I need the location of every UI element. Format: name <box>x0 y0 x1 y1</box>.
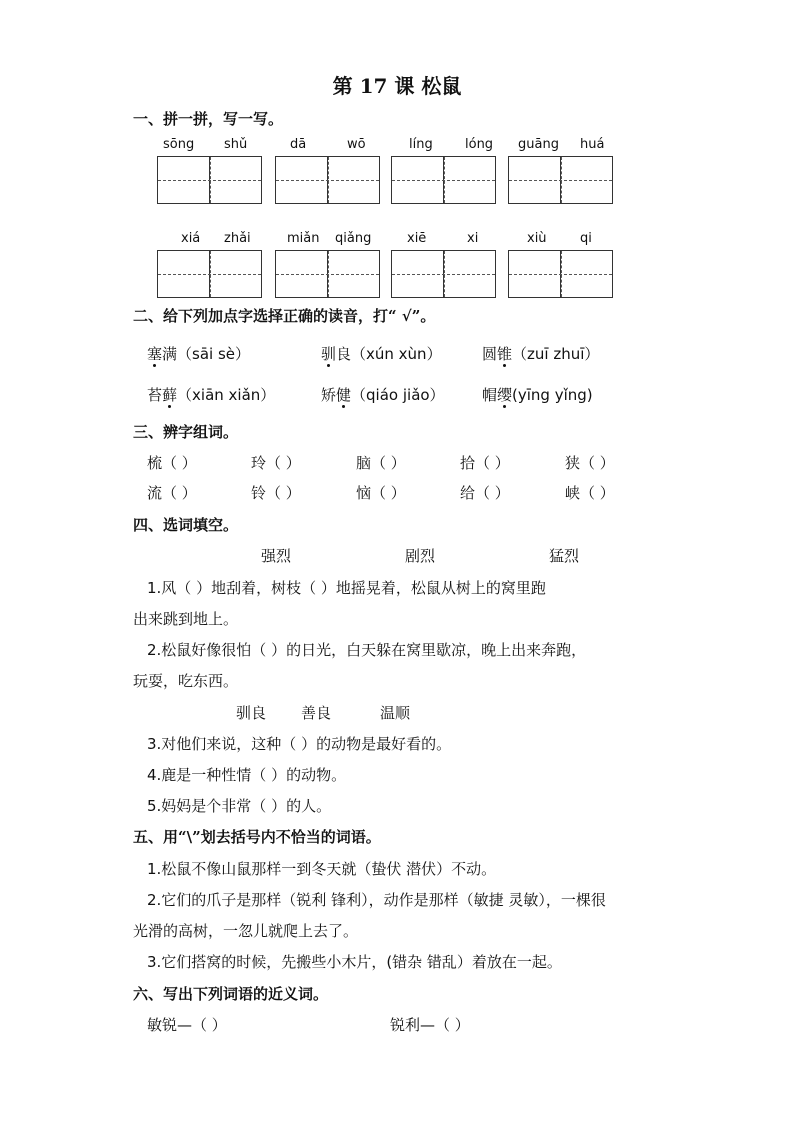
pinyin-label: xiē <box>407 231 427 246</box>
pinyin-label: lóng <box>465 137 494 152</box>
word-blank[interactable]: 狭（ ） <box>565 454 615 472</box>
option-word: 猛烈 <box>549 547 580 565</box>
section-6-heading: 六、写出下列词语的近义词。 <box>133 985 329 1003</box>
option-word: 温顺 <box>380 704 411 722</box>
reading-choice <box>147 343 250 364</box>
sentence-line[interactable]: 4.鹿是一种性情（ ）的动物。 <box>147 766 347 784</box>
text[interactable]: 良（xún xùn） <box>336 345 442 363</box>
sentence-line: 出来跳到地上。 <box>133 610 239 628</box>
writing-box[interactable] <box>157 156 262 204</box>
sentence-line[interactable]: 3.对他们来说，这种（ ）的动物是最好看的。 <box>147 735 452 753</box>
synonym-blank[interactable]: 锐利—（ ） <box>390 1016 470 1034</box>
dotted-char: 健 <box>336 386 352 404</box>
word-blank[interactable]: 玲（ ） <box>251 454 301 472</box>
option-word: 强烈 <box>261 547 292 565</box>
word-blank[interactable]: 恼（ ） <box>356 484 406 502</box>
text: 苔 <box>147 386 163 404</box>
writing-box[interactable] <box>157 250 262 298</box>
reading-choice <box>482 384 593 405</box>
reading-choice <box>321 343 442 364</box>
section-4-heading: 四、选词填空。 <box>133 516 239 534</box>
pinyin-label: shǔ <box>224 137 248 152</box>
sentence-line: 玩耍，吃东西。 <box>133 672 239 690</box>
pinyin-label: xiù <box>527 231 547 246</box>
text[interactable]: 满（sāi sè） <box>162 345 251 363</box>
sentence-line[interactable]: 3.它们搭窝的时候，先搬些小木片，(错杂 错乱）着放在一起。 <box>147 953 562 971</box>
text: 帽 <box>482 386 498 404</box>
pinyin-label: dā <box>290 137 307 152</box>
text[interactable]: (yīng yǐng) <box>512 386 593 404</box>
section-2-heading: 二、给下列加点字选择正确的读音，打“ √”。 <box>133 307 436 325</box>
word-blank[interactable]: 拾（ ） <box>460 454 510 472</box>
pinyin-label: guāng <box>518 137 559 152</box>
pinyin-label: qi <box>580 231 592 246</box>
reading-choice <box>482 343 599 364</box>
option-word: 驯良 <box>236 704 267 722</box>
writing-box[interactable] <box>275 250 380 298</box>
word-blank[interactable]: 峡（ ） <box>565 484 615 502</box>
writing-box[interactable] <box>508 156 613 204</box>
synonym-blank[interactable]: 敏锐—（ ） <box>147 1016 227 1034</box>
text: 圆 <box>482 345 498 363</box>
reading-choice <box>321 384 445 405</box>
option-word: 剧烈 <box>405 547 436 565</box>
writing-box[interactable] <box>275 156 380 204</box>
text: 矫 <box>321 386 337 404</box>
sentence-line[interactable]: 2.松鼠好像很怕（ ）的日光，白天躲在窝里歇凉，晚上出来奔跑， <box>147 641 587 659</box>
dotted-char: 塞 <box>147 345 163 363</box>
sentence-line[interactable]: 5.妈妈是个非常（ ）的人。 <box>147 797 332 815</box>
word-blank[interactable]: 铃（ ） <box>251 484 301 502</box>
word-blank[interactable]: 流（ ） <box>147 484 197 502</box>
pinyin-label: sōng <box>163 137 195 152</box>
text[interactable]: （xiān xiǎn） <box>177 386 276 404</box>
pinyin-label: wō <box>347 137 366 152</box>
writing-box[interactable] <box>508 250 613 298</box>
writing-box[interactable] <box>391 250 496 298</box>
pinyin-label: huá <box>580 137 605 152</box>
page-title: 第 17 课 松鼠 <box>332 74 462 98</box>
word-blank[interactable]: 脑（ ） <box>356 454 406 472</box>
pinyin-label: líng <box>409 137 433 152</box>
pinyin-label: zhǎi <box>224 231 251 246</box>
option-word: 善良 <box>301 704 332 722</box>
sentence-line[interactable]: 1.风（ ）地刮着，树枝（ ）地摇晃着，松鼠从树上的窝里跑 <box>147 579 546 597</box>
reading-choice <box>147 384 275 405</box>
section-1-heading: 一、拼一拼，写一写。 <box>133 110 284 128</box>
pinyin-label: xiá <box>181 231 201 246</box>
sentence-line: 光滑的高树，一忽儿就爬上去了。 <box>133 922 359 940</box>
dotted-char: 缨 <box>497 386 513 404</box>
word-blank[interactable]: 给（ ） <box>460 484 510 502</box>
dotted-char: 藓 <box>162 386 178 404</box>
pinyin-label: miǎn <box>287 231 320 246</box>
word-blank[interactable]: 梳（ ） <box>147 454 197 472</box>
text[interactable]: （zuī zhuī） <box>512 345 600 363</box>
pinyin-label: xi <box>467 231 479 246</box>
dotted-char: 驯 <box>321 345 337 363</box>
sentence-line[interactable]: 1.松鼠不像山鼠那样一到冬天就（蛰伏 潜伏）不动。 <box>147 860 497 878</box>
sentence-line[interactable]: 2.它们的爪子是那样（锐利 锋利），动作是那样（敏捷 灵敏），一棵很 <box>147 891 606 909</box>
section-3-heading: 三、辨字组词。 <box>133 423 239 441</box>
pinyin-label: qiǎng <box>335 231 372 246</box>
text[interactable]: （qiáo jiǎo） <box>351 386 445 404</box>
section-5-heading: 五、用“\”划去括号内不恰当的词语。 <box>133 828 381 846</box>
dotted-char: 锥 <box>497 345 513 363</box>
writing-box[interactable] <box>391 156 496 204</box>
